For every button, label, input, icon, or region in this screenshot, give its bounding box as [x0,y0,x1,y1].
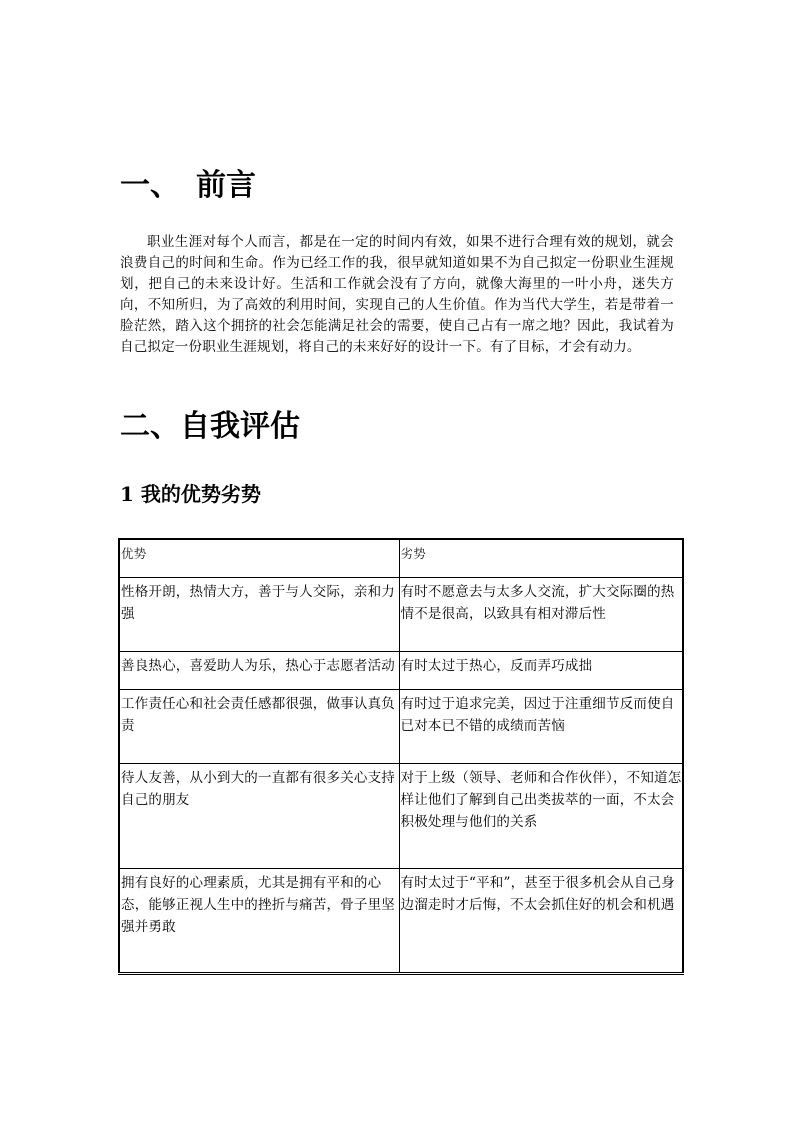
table-row [119,689,683,763]
strength-cell: 性格开朗，热情大方，善于与人交际，亲和力强 [119,577,399,651]
weakness-cell: 有时不愿意去与太多人交流，扩大交际圈的热情不是很高，以致具有相对滞后性 [399,577,683,651]
table-row [119,651,683,689]
preface-paragraph: 职业生涯对每个人而言，都是在一定的时间内有效，如果不进行合理有效的规划，就会浪费自己的时间和生命。作为已经工作的我，很早就知道如果不为自己拟定一份职业生涯规划，把自己的未来设计好。生活和工作就会没有了方向，就像大海里的一叶小舟，迷失方向，不知所归，为了高效的利用时间，实现自己的人生价值。作为当代大学生，若是带着一脸茫然，踏入这个拥挤的社会怎能满足社会的需要，使自己占有一席之地？因此，我试着为自己拟定一份职业生涯规划，将自己的未来好好的设计一下。有了目标，才会有动力。 [120,234,674,355]
weakness-cell: 有时太过于热心，反而弄巧成拙 [399,651,683,689]
header-strengths: 优势 [119,539,399,577]
weakness-cell: 有时太过于“平和”，甚至于很多机会从自己身边溜走时才后悔，不太会抓住好的机会和机遇 [399,868,683,973]
table-row [119,868,683,973]
strength-cell: 善良热心，喜爱助人为乐，热心于志愿者活动 [119,651,399,689]
strengths-weaknesses-table [118,538,684,975]
section-heading-self-assessment [120,409,300,445]
section-title: 前言 [196,168,256,203]
table-row [119,763,683,868]
header-weaknesses: 劣势 [399,539,683,577]
weakness-cell: 对于上级（领导、老师和合作伙伴），不知道怎样让他们了解到自己出类拔萃的一面，不太会积极处理与他们的关系 [399,763,683,868]
strength-cell: 拥有良好的心理素质，尤其是拥有平和的心态，能够正视人生中的挫折与痛苦，骨子里坚强并勇敢 [119,868,399,973]
table-row [119,577,683,651]
strength-cell: 待人友善，从小到大的一直都有很多关心支持自己的朋友 [119,763,399,868]
weakness-cell: 有时过于追求完美，因过于注重细节反而使自已对本已不错的成绩而苦恼 [399,689,683,763]
section-number: 二、 [120,409,180,444]
section-title: 自我评估 [180,409,300,444]
section-heading-preface [120,168,256,204]
subheading-strengths-weaknesses: 1 我的优势劣势 [120,482,261,506]
section-number: 一、 [120,168,180,203]
strength-cell: 工作责任心和社会责任感都很强，做事认真负责 [119,689,399,763]
table-header-row [119,539,683,577]
